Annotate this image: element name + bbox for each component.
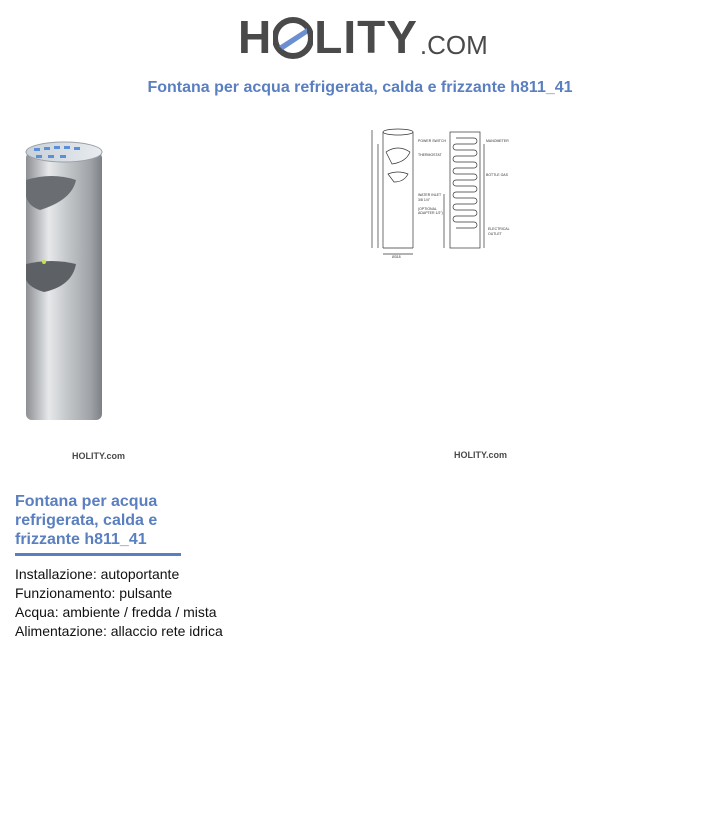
svg-text:BOTTLE GAS: BOTTLE GAS [486,173,508,177]
product-image [22,140,106,424]
spec-water: Acqua: ambiente / fredda / mista [15,604,217,620]
logo-letters-lity: LITY [314,11,418,63]
spec-installation: Installazione: autoportante [15,566,180,582]
svg-text:ELECTRICAL: ELECTRICAL [488,227,510,231]
technical-diagram [364,124,516,258]
logo-o-icon [273,16,313,60]
svg-text:OUTLET: OUTLET [488,232,502,236]
svg-text:MANOMETER: MANOMETER [486,139,509,143]
svg-text:(OPTIONAL: (OPTIONAL [418,207,437,211]
holity-logo [238,11,488,63]
logo-com: .COM [419,30,488,60]
spec-operation: Funzionamento: pulsante [15,585,173,601]
svg-text:Ø318: Ø318 [392,255,401,258]
svg-text:WATER INLET: WATER INLET [418,193,442,197]
small-logo-left: HOLITY.com [72,451,126,461]
logo-letter-h: H [238,11,273,63]
spec-power: Alimentazione: allaccio rete idrica [15,623,223,639]
svg-text:THERMOSTAT: THERMOSTAT [418,153,442,157]
divider [15,553,181,556]
svg-text:ADAPTER 1/2"): ADAPTER 1/2") [418,211,443,215]
page-title: Fontana per acqua refrigerata, calda e frizzante h811_41 [147,79,573,96]
product-name: Fontana per acqua refrigerata, calda e frizzante h811_41 [15,493,158,548]
spec-list [15,565,223,641]
svg-text:3/8 1/4": 3/8 1/4" [418,198,430,202]
svg-text:POWER SWITCH: POWER SWITCH [418,139,446,143]
small-logo-right: HOLITY.com [454,450,508,460]
